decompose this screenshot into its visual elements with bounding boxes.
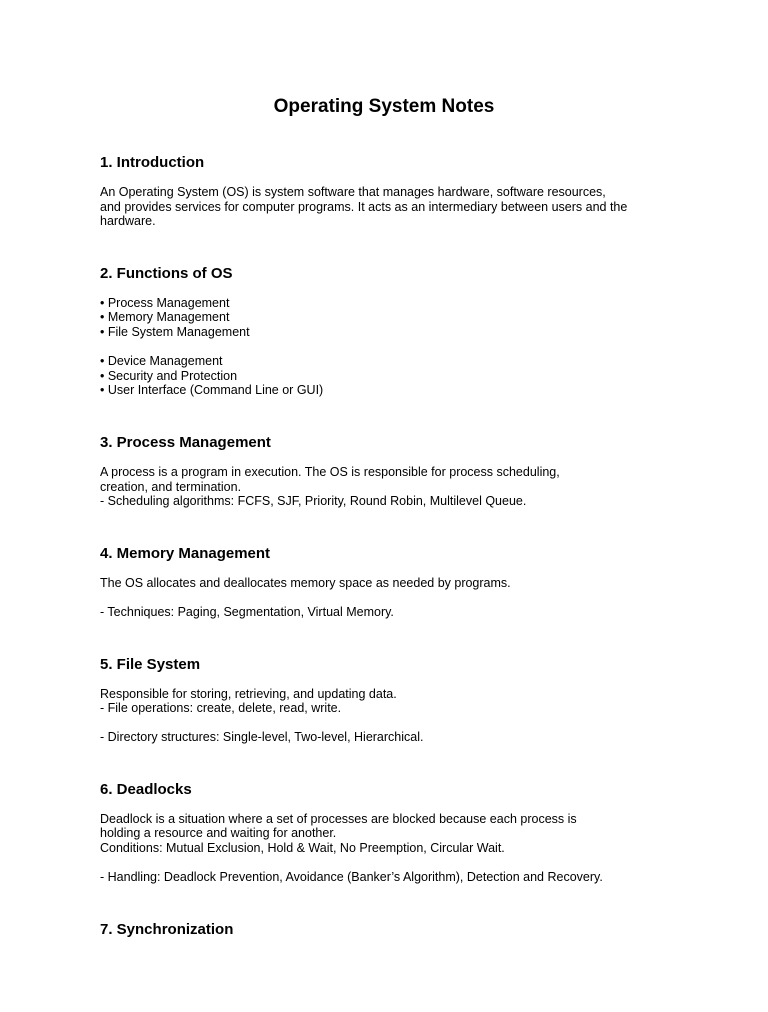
section-heading: 1. Introduction — [100, 154, 205, 171]
paragraph-line: creation, and termination. — [100, 479, 242, 494]
paragraph-line: • User Interface (Command Line or GUI) — [100, 383, 324, 398]
section-heading: 7. Synchronization — [100, 920, 234, 938]
document-section — [100, 656, 668, 745]
paragraph-line: The OS allocates and deallocates memory space as needed by programs. — [100, 575, 511, 590]
section-heading: 3. Process Management — [100, 433, 271, 451]
paragraph-line: Deadlock is a situation where a set of processes are blocked because each process is — [100, 811, 577, 826]
paragraph-line — [100, 340, 668, 355]
paragraph-line: Responsible for storing, retrieving, and updating data. — [100, 686, 397, 701]
paragraph-line: • Process Management — [100, 295, 230, 310]
section-heading: 5. File System — [100, 655, 201, 673]
section-heading: 4. Memory Management — [100, 544, 271, 562]
paragraph-line — [100, 856, 668, 871]
paragraph-line: - Scheduling algorithms: FCFS, SJF, Priority, Round Robin, Multilevel Queue. — [100, 494, 527, 509]
document-section — [100, 265, 668, 398]
document-section — [100, 545, 668, 620]
section-heading: 6. Deadlocks — [100, 780, 192, 798]
document-body — [100, 154, 668, 939]
document-section — [100, 781, 668, 885]
paragraph-line — [100, 716, 668, 731]
paragraph-line: An Operating System (OS) is system software that manages hardware, software resources, — [100, 185, 606, 199]
paragraph-line: • Device Management — [100, 354, 223, 369]
document-title: Operating System Notes — [273, 96, 495, 117]
paragraph-line: hardware. — [100, 214, 156, 229]
paragraph-line: Conditions: Mutual Exclusion, Hold & Wait, No Preemption, Circular Wait. — [100, 841, 505, 856]
paragraph-line: - Handling: Deadlock Prevention, Avoidance (Banker’s Algorithm), Detection and Recovery. — [100, 870, 603, 885]
paragraph-line: • Security and Protection — [100, 368, 238, 383]
paragraph-line: A process is a program in execution. The OS is responsible for process scheduling, — [100, 464, 560, 479]
section-heading: 2. Functions of OS — [100, 264, 233, 282]
paragraph-line: holding a resource and waiting for another. — [100, 826, 337, 841]
paragraph-line — [100, 590, 668, 605]
paragraph-line: • Memory Management — [100, 310, 230, 325]
paragraph-line: - File operations: create, delete, read, write. — [100, 701, 342, 716]
paragraph-line: and provides services for computer programs. It acts as an intermediary between users and the — [100, 199, 628, 214]
paragraph-line: - Directory structures: Single-level, Two-level, Hierarchical. — [100, 730, 424, 745]
document-section — [100, 921, 668, 939]
paragraph-line: - Techniques: Paging, Segmentation, Virtual Memory. — [100, 604, 394, 619]
paragraph-line: • File System Management — [100, 324, 250, 339]
document-section — [100, 154, 668, 229]
document-section — [100, 434, 668, 509]
